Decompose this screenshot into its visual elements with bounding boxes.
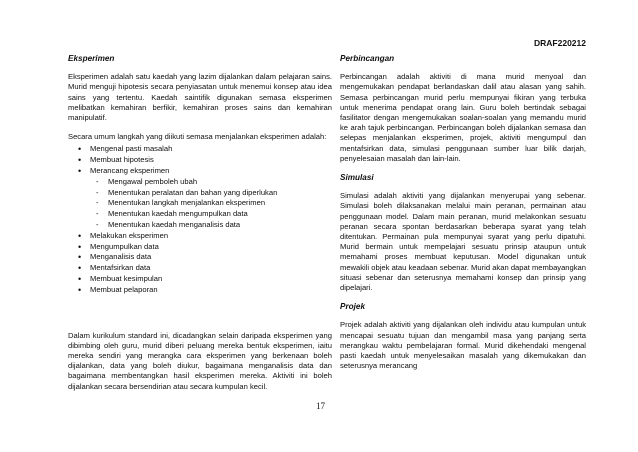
sub-step-item: - Menentukan kaedah mengumpulkan data <box>108 209 332 220</box>
page-number: 17 <box>316 401 325 411</box>
step-item <box>90 274 332 285</box>
section-paragraph: Simulasi adalah aktiviti yang dijalankan menyerupai yang sebenar. Simulasi boleh dilaksanakan melalui main peranan, permainan atau penggunaan model. Dalam main peranan, murid melakonkan sesuatu peranan secara spontan berdasarkan beberapa syarat yang telah ditentukan. Permainan pula mempunyai syarat yang perlu dipatuhi. Murid bermain untuk mempelajari sesuatu prinsip ataupun untuk memahami proses membuat keputusan. Model digunakan untuk mewakili objek atau keadaan sebenar. Murid akan dapat membayangkan situasi sebenar dan seterusnya memahami konsep dan prinsip yang dipelajari. <box>340 191 586 293</box>
step-label: Membuat hipotesis <box>90 155 154 165</box>
sub-step-item: - Mengawal pemboleh ubah <box>108 177 332 188</box>
eksperimen-paragraph-3: Dalam kurikulum standard ini, dicadangkan selain daripada eksperimen yang dibimbing oleh guru, murid diberi peluang mereka bentuk eksperimen, iaitu mereka sendiri yang merangka cara eksperimen yang berkenaan boleh dijalankan, data yang boleh diukur, bagaimana menganalisis data dan bagaimana membentangkan hasil eksperimen mereka. Aktiviti ini boleh dijalankan secara bersendirian atau secara kumpulan kecil. <box>68 330 332 391</box>
step-label: Membuat kesimpulan <box>90 273 163 283</box>
step-label: Mentafsirkan data <box>90 263 151 273</box>
eksperimen-paragraph-1: Eksperimen adalah satu kaedah yang lazim dijalankan dalam pelajaran sains. Murid menguji hipotesis secara penyiasatan untuk menemui konsep atau idea sains yang tertentu. Kaedah saintifik digunakan semasa eksperimen melibatkan kemahiran berfikir, kemahiran proses sains dan kemahiran manipulatif. <box>68 72 332 123</box>
right-column <box>340 54 586 380</box>
left-column <box>68 54 332 401</box>
eksperimen-paragraph-2: Secara umum langkah yang diikuti semasa menjalankan eksperimen adalah: <box>68 132 327 142</box>
step-item <box>90 166 332 231</box>
step-label: Membuat pelaporan <box>90 284 158 294</box>
section-paragraph: Perbincangan adalah aktiviti di mana murid menyoal dan mengemukakan pendapat berlandaskan dalil atau alasan yang sahih. Semasa perbincangan murid perlu mempunyai fikiran yang terbuka untuk menerima pendapat orang lain. Guru boleh bertindak sebagai fasilitator dengan mengemukakan soalan-soalan yang memandu murid ke arah tajuk perbincangan. Perbincangan boleh dijalankan semasa dan selepas menjalankan eksperimen, projek, aktiviti mengumpul dan mentafsirkan data, simulasi penggunaan sumber luar bilik darjah, penyelesaian masalah dan lain-lain. <box>340 72 586 163</box>
step-label: Merancang eksperimen <box>90 166 170 176</box>
section-paragraph: Projek adalah aktiviti yang dijalankan oleh individu atau kumpulan untuk mencapai sesuatu tujuan dan mengambil masa yang panjang serta merangkau waktu pembelajaran formal. Murid dikehendaki mengenal pasti kaedah untuk menyelesaikan masalah yang dikemukakan dan seterusnya merancang <box>340 320 586 371</box>
step-item <box>90 155 332 166</box>
step-label: Mengenal pasti masalah <box>90 144 173 154</box>
step-item <box>90 252 332 263</box>
step-label: Mengumpulkan data <box>90 241 159 251</box>
step-item <box>90 231 332 242</box>
sub-step-item: - Menentukan langkah menjalankan eksperimen <box>108 198 332 209</box>
section-heading: Simulasi <box>340 173 374 183</box>
sub-step-list <box>90 177 332 231</box>
section-heading: Perbincangan <box>340 54 395 63</box>
heading-eksperimen: Eksperimen <box>68 54 115 63</box>
sub-step-item: - Menentukan kaedah menganalisis data <box>108 220 332 231</box>
draft-label: DRAF220212 <box>534 38 586 48</box>
step-item <box>90 285 332 296</box>
sub-step-item: - Menentukan peralatan dan bahan yang diperlukan <box>108 188 332 199</box>
step-label: Menganalisis data <box>90 252 152 262</box>
step-item <box>90 242 332 253</box>
step-label: Melakukan eksperimen <box>90 230 169 240</box>
steps-list <box>68 144 332 295</box>
step-item <box>90 263 332 274</box>
step-item <box>90 144 332 155</box>
section-heading: Projek <box>340 302 366 312</box>
